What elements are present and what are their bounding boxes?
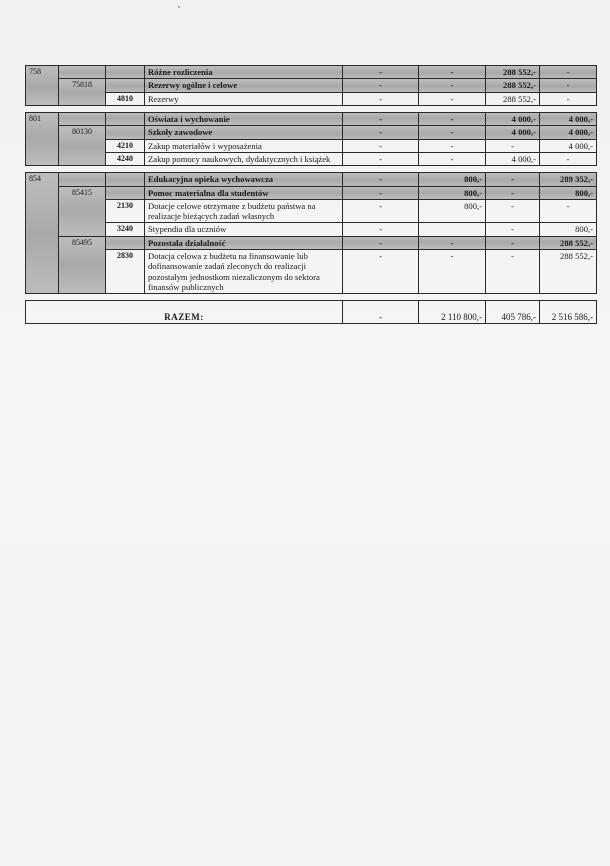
value-col-1: -: [343, 126, 419, 139]
value-col-1: -: [343, 250, 419, 294]
rozdzial-code: [59, 66, 106, 79]
paragraf-code: [106, 173, 145, 186]
value-col-1: -: [343, 173, 419, 186]
budget-row-paragraf: [26, 250, 597, 294]
item-name: Pozostała działalność: [145, 236, 343, 249]
value-col-4: 288 552,-: [540, 236, 597, 249]
rozdzial-code: [59, 173, 106, 186]
paragraf-code: 4240: [106, 152, 145, 165]
value-col-1: -: [343, 186, 419, 199]
value-col-3: -: [486, 250, 540, 294]
value-col-3: -: [486, 223, 540, 236]
item-name: Dotacja celowa z budżetu na finansowanie lub dofinansowanie zadań zleconych do realizacji pozostałym jednostkom niezaliczonym do sektora finansów publicznych: [145, 250, 343, 294]
budget-row-paragraf: [26, 92, 597, 105]
total-col-2: 2 110 800,-: [419, 301, 486, 324]
item-name: Oświata i wychowanie: [145, 112, 343, 125]
value-col-2: -: [419, 79, 486, 92]
value-col-2: -: [419, 92, 486, 105]
value-col-3: 288 552,-: [486, 79, 540, 92]
value-col-3: -: [486, 186, 540, 199]
rozdzial-code: 75818: [59, 79, 106, 106]
value-col-2: -: [419, 236, 486, 249]
value-col-2: -: [419, 139, 486, 152]
value-col-1: -: [343, 79, 419, 92]
value-col-2: 800,-: [419, 173, 486, 186]
scan-speck: [178, 6, 180, 8]
paragraf-code: [106, 112, 145, 125]
total-label: RAZEM:: [26, 301, 343, 324]
dzial-code: 758: [26, 66, 59, 106]
budget-row-paragraf: [26, 139, 597, 152]
paragraf-code: [106, 79, 145, 92]
value-col-3: -: [486, 173, 540, 186]
value-col-2: 800,-: [419, 186, 486, 199]
rozdzial-code: 85415: [59, 186, 106, 236]
value-col-1: -: [343, 199, 419, 223]
budget-row-rozdzial: [26, 79, 597, 92]
paragraf-code: 3240: [106, 223, 145, 236]
value-col-4: 288 552,-: [540, 250, 597, 294]
paragraf-code: 4810: [106, 92, 145, 105]
value-col-4: 4 000,-: [540, 112, 597, 125]
value-col-1: -: [343, 112, 419, 125]
value-col-1: -: [343, 92, 419, 105]
value-col-4: 800,-: [540, 186, 597, 199]
gap-cell: [26, 294, 597, 301]
item-name: Szkoły zawodowe: [145, 126, 343, 139]
budget-row-rozdzial: [26, 186, 597, 199]
paragraf-code: [106, 236, 145, 249]
value-col-3: 4 000,-: [486, 152, 540, 165]
budget-row-paragraf: [26, 223, 597, 236]
paragraf-code: 2130: [106, 199, 145, 223]
value-col-2: -: [419, 152, 486, 165]
paragraf-code: 4210: [106, 139, 145, 152]
value-col-2: -: [419, 126, 486, 139]
rozdzial-code: 85495: [59, 236, 106, 294]
total-col-1: -: [343, 301, 419, 324]
value-col-4: 289 352,-: [540, 173, 597, 186]
item-name: Rezerwy: [145, 92, 343, 105]
value-col-4: 800,-: [540, 223, 597, 236]
value-col-1: -: [343, 236, 419, 249]
total-row: [26, 301, 597, 324]
budget-row-dzial: [26, 112, 597, 125]
budget-row-dzial: [26, 173, 597, 186]
value-col-4: -: [540, 66, 597, 79]
total-col-4: 2 516 586,-: [540, 301, 597, 324]
item-name: Dotacje celowe otrzymane z budżetu państwa na realizacje bieżących zadań własnych: [145, 199, 343, 223]
value-col-4: -: [540, 199, 597, 223]
value-col-3: -: [486, 199, 540, 223]
budget-row-rozdzial: [26, 126, 597, 139]
paragraf-code: [106, 186, 145, 199]
value-col-4: 4 000,-: [540, 126, 597, 139]
value-col-2: [419, 223, 486, 236]
value-col-1: -: [343, 66, 419, 79]
value-col-3: -: [486, 139, 540, 152]
dzial-code: 854: [26, 173, 59, 294]
value-col-4: -: [540, 92, 597, 105]
paragraf-code: 2830: [106, 250, 145, 294]
gap-cell: [26, 166, 597, 173]
budget-table-body: [26, 66, 597, 324]
section-gap: [26, 166, 597, 173]
item-name: Stypendia dla uczniów: [145, 223, 343, 236]
budget-table: [25, 65, 597, 324]
value-col-4: -: [540, 152, 597, 165]
paragraf-code: [106, 66, 145, 79]
value-col-4: -: [540, 79, 597, 92]
value-col-2: -: [419, 66, 486, 79]
value-col-3: 4 000,-: [486, 112, 540, 125]
value-col-3: -: [486, 236, 540, 249]
budget-row-paragraf: [26, 199, 597, 223]
value-col-2: 800,-: [419, 199, 486, 223]
total-col-3: 405 786,-: [486, 301, 540, 324]
dzial-code: 801: [26, 112, 59, 165]
value-col-3: 288 552,-: [486, 92, 540, 105]
value-col-1: -: [343, 152, 419, 165]
value-col-1: -: [343, 223, 419, 236]
value-col-3: 288 552,-: [486, 66, 540, 79]
item-name: Zakup materiałów i wyposażenia: [145, 139, 343, 152]
paragraf-code: [106, 126, 145, 139]
value-col-2: -: [419, 112, 486, 125]
section-gap: [26, 105, 597, 112]
item-name: Rezerwy ogólne i celowe: [145, 79, 343, 92]
item-name: Edukacyjna opieka wychowawcza: [145, 173, 343, 186]
budget-row-rozdzial: [26, 236, 597, 249]
rozdzial-code: 80130: [59, 126, 106, 166]
gap-cell: [26, 105, 597, 112]
item-name: Różne rozliczenia: [145, 66, 343, 79]
budget-row-paragraf: [26, 152, 597, 165]
value-col-2: -: [419, 250, 486, 294]
rozdzial-code: [59, 112, 106, 125]
value-col-1: -: [343, 139, 419, 152]
item-name: Zakup pomocy naukowych, dydaktycznych i książek: [145, 152, 343, 165]
value-col-4: 4 000,-: [540, 139, 597, 152]
section-gap: [26, 294, 597, 301]
value-col-3: 4 000,-: [486, 126, 540, 139]
budget-row-dzial: [26, 66, 597, 79]
item-name: Pomoc materialna dla studentów: [145, 186, 343, 199]
